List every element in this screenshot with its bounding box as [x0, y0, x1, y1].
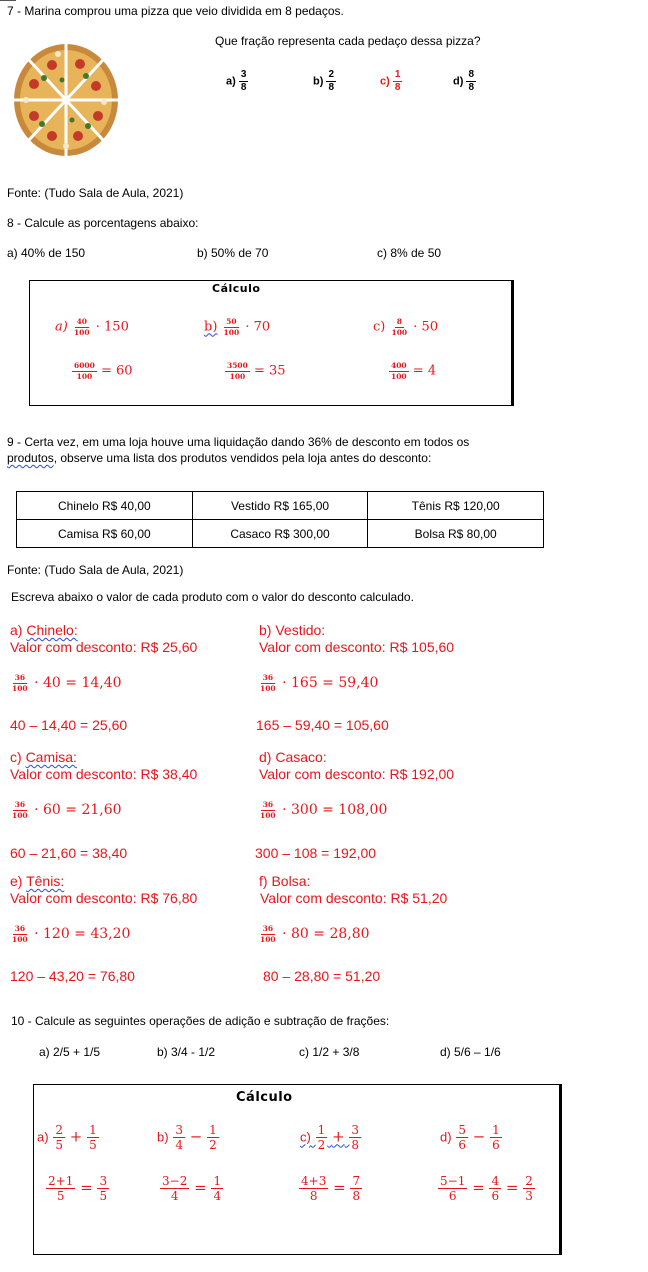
q10-calc-a: a) $\frac{2}{5}$ + $\frac{1}{5}$: [37, 1123, 97, 1152]
answer-c-value: Valor com desconto: R$ 38,40: [10, 766, 198, 782]
answer-d-expr: $\frac{36}{100}$ · 300 = 108,00: [260, 800, 388, 820]
q10-result-c: $\frac{4+3}{8}$ = $\frac{7}{8}$: [301, 1174, 361, 1203]
q10-calc-b: b) $\frac{3}{4}$ − $\frac{1}{2}$: [157, 1123, 217, 1152]
answer-a-value: Valor com desconto: R$ 25,60: [10, 639, 198, 655]
answer-c-expr: $\frac{36}{100}$ · 60 = 21,60: [12, 800, 122, 820]
answer-d-label: d) Casaco:: [259, 749, 327, 765]
q10-title: 10 - Calcule as seguintes operações de adição e subtração de frações:: [11, 1014, 390, 1028]
q8-result-c: $\frac{400}{100}$ = 4: [391, 361, 437, 381]
q8-calc-title: Cálculo: [212, 282, 261, 295]
answer-b-label: b) Vestido:: [259, 622, 326, 638]
q10-result-a: $\frac{2+1}{5}$ = $\frac{3}{5}$: [48, 1174, 108, 1203]
answer-e-label: e) Tênis:: [10, 873, 65, 889]
answer-e-value: Valor com desconto: R$ 76,80: [10, 890, 198, 906]
q9-instruction: Escreva abaixo o valor de cada produto com o valor do desconto calculado.: [11, 590, 414, 604]
q7-title: 7 - Marina comprou uma pizza que veio dividida em 8 pedaços.: [7, 4, 344, 18]
q8-result-a: $\frac{6000}{100}$ = 60: [74, 361, 133, 381]
q9-source: Fonte: (Tudo Sala de Aula, 2021): [7, 563, 184, 577]
answer-e-expr: $\frac{36}{100}$ · 120 = 43,20: [12, 924, 131, 944]
q10-item-a: a) 2/5 + 1/5: [39, 1045, 101, 1059]
q9-title-line1: 9 - Certa vez, em uma loja houve uma liquidação dando 36% de desconto em todos os: [7, 435, 470, 449]
q7-option-d: d) $\frac{8}{8}$: [453, 69, 475, 93]
q8-calc-a: a) $\frac{40}{100}$ · 150: [55, 317, 129, 337]
answer-c-sub: 60 – 21,60 = 38,40: [10, 845, 128, 861]
answer-d-sub: 300 – 108 = 192,00: [255, 845, 377, 861]
q7-option-c-correct: c) $\frac{1}{8}$: [380, 69, 401, 93]
table-row: [17, 492, 544, 520]
answer-b-value: Valor com desconto: R$ 105,60: [259, 639, 455, 655]
table-cell: Chinelo R$ 40,00: [17, 492, 193, 520]
q9-title-line2: produtos, observe uma lista dos produtos vendidos pela loja antes do desconto:: [7, 451, 432, 465]
answer-a-label: a) Chinelo:: [10, 622, 78, 638]
q7-option-a: a) $\frac{3}{8}$: [226, 69, 247, 93]
table-cell: Camisa R$ 60,00: [17, 520, 193, 548]
answer-b-sub: 165 – 59,40 = 105,60: [256, 717, 389, 733]
q8-calc-c: c) $\frac{8}{100}$ · 50: [373, 317, 439, 337]
answer-f-sub: 80 – 28,80 = 51,20: [263, 968, 381, 984]
top-rule: [0, 0, 16, 1]
table-cell: Casaco R$ 300,00: [192, 520, 368, 548]
answer-d-value: Valor com desconto: R$ 192,00: [259, 766, 455, 782]
q8-calc-box: [29, 280, 514, 406]
answer-f-expr: $\frac{36}{100}$ · 80 = 28,80: [260, 924, 370, 944]
q7-option-b: b) $\frac{2}{8}$: [313, 69, 335, 93]
q7-source: Fonte: (Tudo Sala de Aula, 2021): [7, 186, 184, 200]
answer-f-value: Valor com desconto: R$ 51,20: [260, 890, 448, 906]
table-cell: Bolsa R$ 80,00: [368, 520, 544, 548]
q8-title: 8 - Calcule as porcentagens abaixo:: [7, 216, 199, 230]
products-table: [16, 491, 544, 548]
answer-a-expr: $\frac{36}{100}$ · 40 = 14,40: [12, 673, 122, 693]
q8-item-c: c) 8% de 50: [377, 246, 442, 260]
q10-item-b: b) 3/4 - 1/2: [157, 1045, 216, 1059]
table-cell: Tênis R$ 120,00: [368, 492, 544, 520]
answer-f-label: f) Bolsa:: [259, 873, 311, 889]
q7-question: Que fração representa cada pedaço dessa pizza?: [215, 34, 481, 48]
q10-result-d: $\frac{5-1}{6}$ = $\frac{4}{6}$ = $\frac{2}{3}$: [440, 1174, 533, 1203]
table-row: [17, 520, 544, 548]
pizza-image: [12, 40, 120, 158]
q10-calc-box: [33, 1084, 562, 1255]
q8-calc-b: b) $\frac{50}{100}$ · 70: [204, 317, 271, 337]
answer-e-sub: 120 – 43,20 = 76,80: [10, 968, 135, 984]
answer-b-expr: $\frac{36}{100}$ · 165 = 59,40: [260, 673, 379, 693]
q10-item-d: d) 5/6 – 1/6: [440, 1045, 501, 1059]
q8-item-b: b) 50% de 70: [197, 246, 269, 260]
q10-item-c: c) 1/2 + 3/8: [299, 1045, 360, 1059]
q8-item-a: a) 40% de 150: [7, 246, 86, 260]
q10-calc-d: d) $\frac{5}{6}$ − $\frac{1}{6}$: [440, 1123, 500, 1152]
q10-result-b: $\frac{3-2}{4}$ = $\frac{1}{4}$: [162, 1174, 222, 1203]
answer-a-sub: 40 – 14,40 = 25,60: [10, 717, 128, 733]
table-cell: Vestido R$ 165,00: [192, 492, 368, 520]
q10-calc-c: c) $\frac{1}{2}$ + $\frac{3}{8}$: [300, 1123, 360, 1152]
answer-c-label: c) Camisa:: [10, 749, 77, 765]
q10-calc-title: Cálculo: [236, 1090, 293, 1105]
q8-result-b: $\frac{3500}{100}$ = 35: [227, 361, 286, 381]
